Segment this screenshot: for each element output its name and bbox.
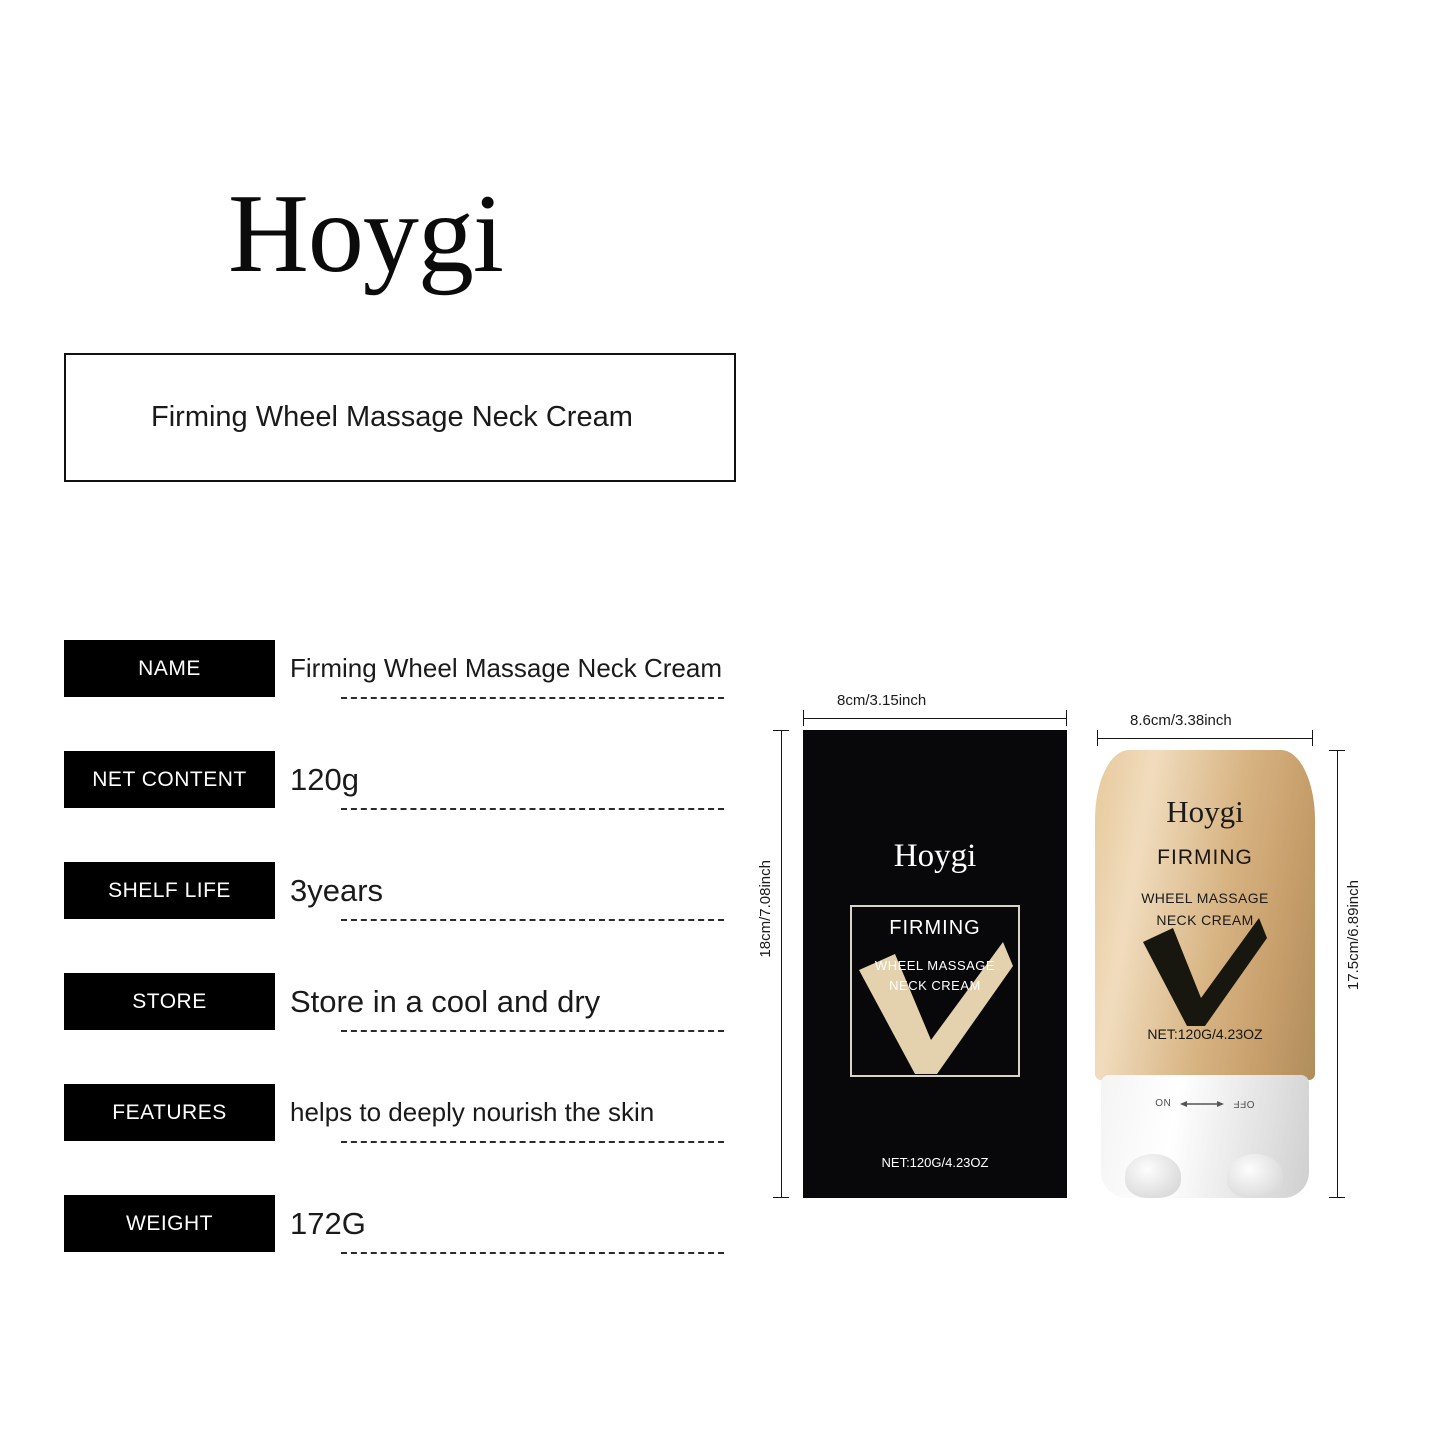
spec-value-shelf-life: 3years [290,872,384,908]
row-divider [341,919,724,921]
spec-value-weight: 172G [290,1205,366,1241]
tube-height-bar [1337,750,1338,1198]
table-row [64,862,724,973]
tube-net-weight: NET:120G/4.23OZ [1147,1026,1263,1042]
product-carton [803,730,1067,1198]
row-divider [341,1252,724,1254]
switch-label-on: ON [1155,1098,1172,1109]
tube-switch-indicator [1095,1098,1315,1109]
carton-height-tick-top [773,730,789,731]
product-image-group [745,690,1385,1220]
brand-logo-text: Hoygi [228,172,503,296]
checkmark-icon [1139,910,1269,1030]
carton-line1: WHEEL MASSAGE [874,958,996,973]
tube-width-tick-right [1312,730,1313,746]
spec-label-shelf-life: SHELF LIFE [64,862,275,919]
tube-height-tick-top [1329,750,1345,751]
carton-net-weight: NET:120G/4.23OZ [881,1155,989,1170]
tube-width-label: 8.6cm/3.38inch [1130,712,1232,729]
carton-height-tick-bottom [773,1197,789,1198]
tube-height-tick-bottom [1329,1197,1345,1198]
carton-width-tick-right [1066,710,1067,726]
massage-wheel-right [1227,1154,1283,1198]
carton-width-tick-left [803,710,804,726]
carton-height-label: 18cm/7.08inch [757,860,774,958]
massage-wheel-left [1125,1154,1181,1198]
carton-height-bar [781,730,782,1198]
spec-label-weight: WEIGHT [64,1195,275,1252]
product-title-box [64,353,736,482]
tube-height-label: 17.5cm/6.89inch [1345,880,1362,991]
tube-brand: Hoygi [1166,794,1244,829]
table-row [64,1084,724,1195]
spec-label-name: NAME [64,640,275,697]
carton-width-bar [803,718,1067,719]
tube-width-tick-left [1097,730,1098,746]
row-divider [341,1141,724,1143]
row-divider [341,808,724,810]
spec-value-store: Store in a cool and dry [290,983,601,1019]
table-row [64,1195,724,1306]
table-row [64,973,724,1084]
tube-width-bar [1097,738,1313,739]
tube-line2: NECK CREAM [1156,912,1254,928]
spec-value-net-content: 120g [290,761,359,797]
brand-logo [228,172,503,296]
switch-label-off: OFF [1233,1098,1255,1109]
carton-brand: Hoygi [893,838,977,874]
spec-label-features: FEATURES [64,1084,275,1141]
checkmark-icon [855,930,1015,1080]
spec-value-features: helps to deeply nourish the skin [290,1097,655,1127]
table-row [64,640,724,751]
spec-label-store: STORE [64,973,275,1030]
tube-line1: WHEEL MASSAGE [1141,890,1269,906]
carton-line2: NECK CREAM [889,978,981,993]
carton-width-label: 8cm/3.15inch [837,692,927,709]
spec-label-net-content: NET CONTENT [64,751,275,808]
row-divider [341,1030,724,1032]
tube-headline: FIRMING [1157,846,1253,869]
product-tube [1095,750,1315,1198]
row-divider [341,697,724,699]
page-title: Firming Wheel Massage Neck Cream [151,401,633,433]
double-arrow-icon [1180,1099,1224,1109]
table-row [64,751,724,862]
carton-headline: FIRMING [889,917,981,939]
spec-value-name: Firming Wheel Massage Neck Cream [290,653,723,683]
specification-table [64,640,724,1306]
